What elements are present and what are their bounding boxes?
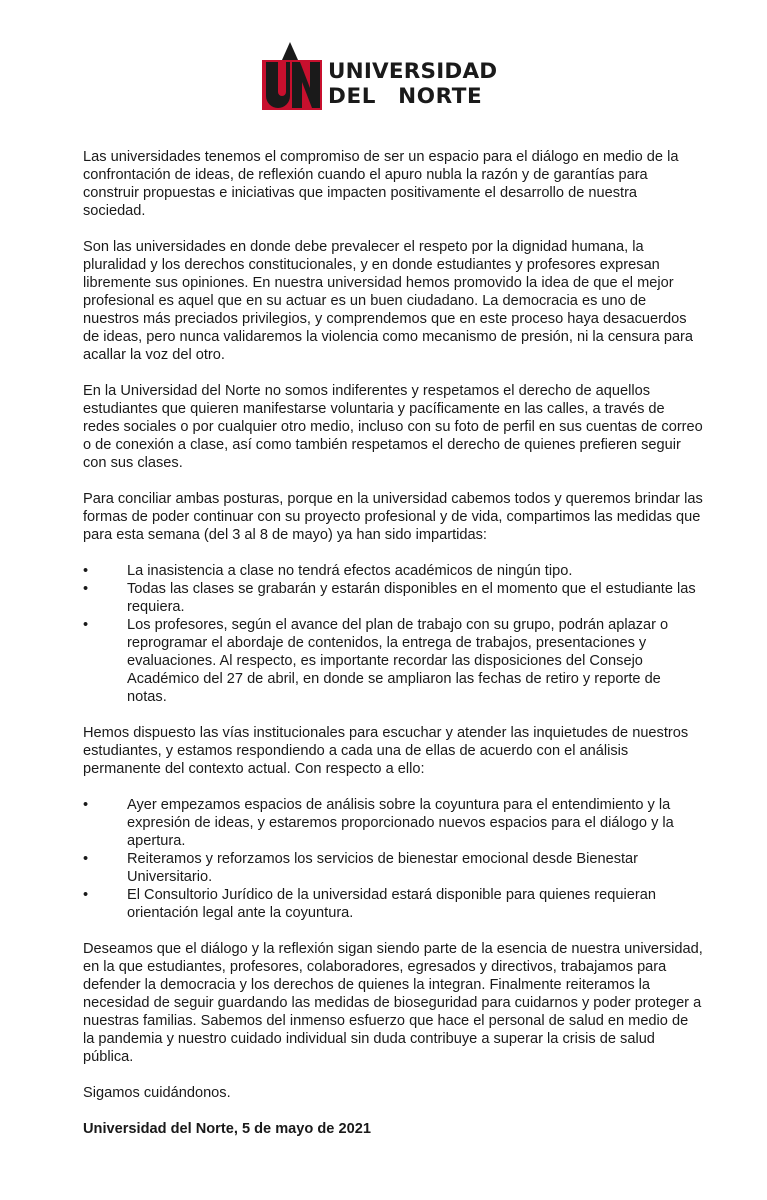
list-item <box>83 562 703 580</box>
list-item-text: El Consultorio Jurídico de la universidad estará disponible para quienes requieran orientación legal ante la coyuntura. <box>127 887 656 921</box>
list-item <box>83 616 703 706</box>
measures-list <box>83 562 703 706</box>
university-logo <box>260 42 510 114</box>
bullet-icon: • <box>83 887 89 903</box>
bullet-icon: • <box>83 617 89 633</box>
list-item <box>83 796 703 850</box>
bullet-icon: • <box>83 581 89 597</box>
paragraph-2: Son las universidades en donde debe prevalecer el respeto por la dignidad humana, la pluralidad y los derechos constitucionales, y en donde estudiantes y profesores expresan libremente sus opiniones. En nuestra universidad hemos promovido la idea de que el mejor profesional es aquel que en su actuar es un buen ciudadano. La democracia es uno de nuestros más preciados privilegios, y comprendemos que en este proceso haya desacuerdos de ideas, pero nunca validaremos la violencia como mecanismo de presión, ni la censura para acallar la voz del otro. <box>83 239 694 363</box>
list-item-text: Reiteramos y reforzamos los servicios de bienestar emocional desde Bienestar Universitario. <box>127 851 639 885</box>
bullet-icon: • <box>83 797 89 813</box>
paragraph-1: Las universidades tenemos el compromiso de ser un espacio para el diálogo en medio de la confrontación de ideas, de reflexión cuando el apuro nubla la razón y de garantías para construir propuestas e iniciativas que impacten positivamente el desarrollo de nuestra sociedad. <box>83 149 679 219</box>
paragraph-5: Hemos dispuesto las vías institucionales para escuchar y atender las inquietudes de nuestros estudiantes, y estamos respondiendo a cada una de ellas de acuerdo con el análisis permanente del contexto actual. Con respecto a ello: <box>83 725 689 777</box>
logo-line-1: UNIVERSIDAD <box>328 59 498 84</box>
list-item <box>83 886 703 922</box>
list-item-text: Los profesores, según el avance del plan de trabajo con su grupo, podrán aplazar o reprogramar el abordaje de contenidos, la entrega de trabajos, presentaciones y evaluaciones. Al respecto, es importante recordar las disposiciones del Consejo Académico del 27 de abril, en donde se ampliaron las fechas de retiro y reporte de notas. <box>127 617 669 705</box>
list-item-text: La inasistencia a clase no tendrá efectos académicos de ningún tipo. <box>127 563 573 579</box>
paragraph-6: Deseamos que el diálogo y la reflexión sigan siendo parte de la esencia de nuestra universidad, en la que estudiantes, profesores, colaboradores, egresados y directivos, trabajamos para defender la democracia y los derechos de quienes la integran. Finalmente reiteramos la necesidad de seguir guardando las medidas de bioseguridad para cuidarnos y poder proteger a nuestras familias. Sabemos del inmenso esfuerzo que hace el personal de salud en medio de la pandemia y nuestro cuidado individual sin duda contribuye a superar la crisis de salud pública. <box>83 941 703 1065</box>
list-item <box>83 850 703 886</box>
list-item-text: Todas las clases se grabarán y estarán disponibles en el momento que el estudiante las requiera. <box>127 581 696 615</box>
bullet-icon: • <box>83 563 89 579</box>
paragraph-3: En la Universidad del Norte no somos indiferentes y respetamos el derecho de aquellos estudiantes que quieren manifestarse voluntaria y pacíficamente en las calles, a través de redes sociales o por cualquier otro medio, incluso con su foto de perfil en sus cuentas de correo o de conexión a clase, así como también respetamos el derecho de quienes prefieren seguir con sus clases. <box>83 383 703 471</box>
letter-body <box>83 148 703 1156</box>
paragraph-4: Para conciliar ambas posturas, porque en la universidad cabemos todos y queremos brindar las formas de poder continuar con su proyecto profesional y de vida, compartimos las medidas que para esta semana (del 3 al 8 de mayo) ya han sido impartidas: <box>83 491 703 543</box>
list-item <box>83 580 703 616</box>
actions-list <box>83 796 703 922</box>
closing-line: Sigamos cuidándonos. <box>83 1085 231 1101</box>
un-emblem-icon <box>260 42 324 114</box>
bullet-icon: • <box>83 851 89 867</box>
list-item-text: Ayer empezamos espacios de análisis sobre la coyuntura para el entendimiento y la expresión de ideas, y estaremos proporcionado nuevos espacios para el diálogo y la apertura. <box>127 797 674 849</box>
logo-line-2: DEL NORTE <box>328 84 483 109</box>
signature: Universidad del Norte, 5 de mayo de 2021 <box>83 1121 371 1137</box>
